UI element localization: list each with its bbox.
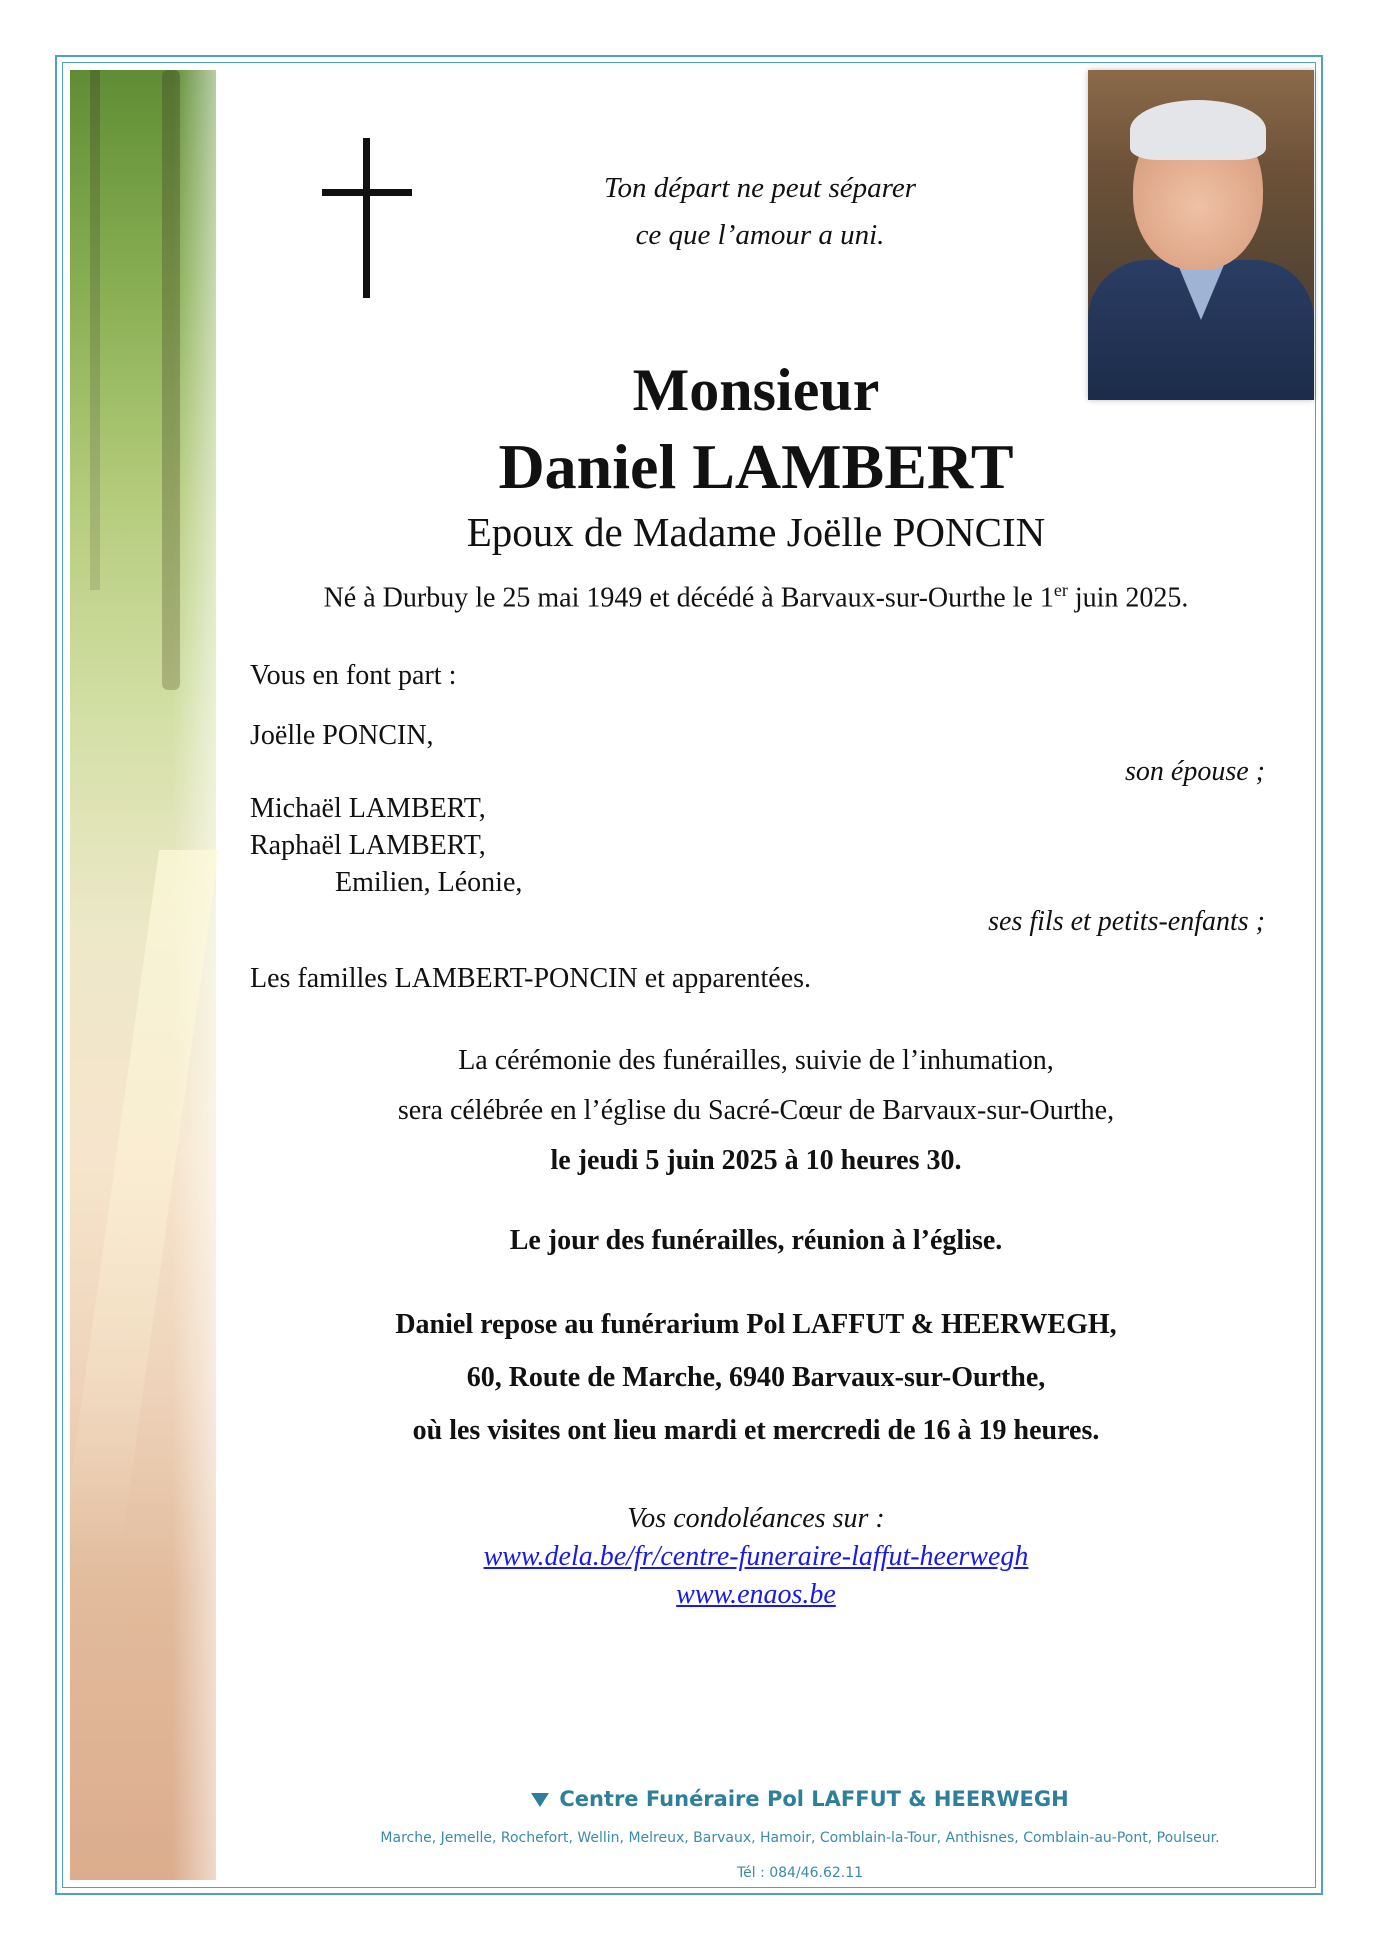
tree-trunk bbox=[90, 70, 100, 590]
light-ray bbox=[61, 850, 219, 1550]
ceremony-date: le jeudi 5 juin 2025 à 10 heures 30. bbox=[550, 1145, 962, 1176]
verse bbox=[520, 165, 1000, 259]
triangle-down-icon bbox=[531, 1793, 549, 1807]
cross-icon bbox=[322, 138, 412, 298]
funerarium-line: où les visites ont lieu mardi et mercredi de 16 à 19 heures. bbox=[412, 1415, 1100, 1446]
condolences-link-enaos[interactable]: www.enaos.be bbox=[676, 1579, 836, 1610]
ceremony-block bbox=[300, 1036, 1212, 1186]
ceremony-line: La cérémonie des funérailles, suivie de l’inhumation, bbox=[458, 1045, 1054, 1076]
funerarium-line: 60, Route de Marche, 6940 Barvaux-sur-Ourthe, bbox=[466, 1362, 1046, 1393]
company-name: Centre Funéraire Pol LAFFUT & HEERWEGH bbox=[559, 1787, 1069, 1811]
condolences-block bbox=[300, 1500, 1212, 1614]
birth-text-end: juin 2025. bbox=[1067, 582, 1189, 614]
son-name: Michaël LAMBERT, bbox=[250, 793, 486, 824]
tree-trunk bbox=[162, 70, 180, 690]
verse-line: ce que l’amour a uni. bbox=[635, 219, 885, 251]
children-role: ses fils et petits-enfants ; bbox=[988, 906, 1265, 937]
wife-role: son épouse ; bbox=[1125, 756, 1265, 787]
condolences-link-dela[interactable]: www.dela.be/fr/centre-funeraire-laffut-heerwegh bbox=[483, 1541, 1029, 1572]
ceremony-line: sera célébrée en l’église du Sacré-Cœur de Barvaux-sur-Ourthe, bbox=[397, 1095, 1115, 1126]
footer-company bbox=[300, 1787, 1300, 1811]
salutation: Monsieur bbox=[632, 357, 880, 423]
son-name: Raphaël LAMBERT, bbox=[250, 830, 486, 861]
birth-text: Né à Durbuy le 25 mai 1949 et décédé à Barvaux-sur-Ourthe le 1 bbox=[323, 582, 1054, 614]
families-line: Les familles LAMBERT-PONCIN et apparentées. bbox=[250, 963, 812, 994]
footer-phone: Tél : 084/46.62.11 bbox=[736, 1865, 864, 1881]
funerarium-line: Daniel repose au funérarium Pol LAFFUT & HEERWEGH, bbox=[395, 1309, 1117, 1340]
condolences-label: Vos condoléances sur : bbox=[627, 1503, 885, 1534]
superscript: er bbox=[1053, 580, 1068, 600]
deceased-name: Daniel LAMBERT bbox=[498, 431, 1014, 502]
portrait-photo bbox=[1088, 70, 1314, 400]
wife-name: Joëlle PONCIN, bbox=[250, 720, 434, 751]
spouse-line: Epoux de Madame Joëlle PONCIN bbox=[466, 509, 1046, 555]
footer-locations: Marche, Jemelle, Rochefort, Wellin, Melreux, Barvaux, Hamoir, Comblain-la-Tour, Anthisnes, Comblain-au-Pont, Poulseur. bbox=[380, 1830, 1220, 1846]
family-intro: Vous en font part : bbox=[250, 660, 457, 691]
meeting-line: Le jour des funérailles, réunion à l’église. bbox=[509, 1225, 1003, 1256]
forest-path-image bbox=[70, 70, 216, 1880]
verse-line: Ton départ ne peut séparer bbox=[603, 172, 916, 204]
funerarium-block bbox=[280, 1298, 1232, 1457]
grandchildren-names: Emilien, Léonie, bbox=[335, 867, 523, 898]
birth-death-line bbox=[230, 580, 1282, 614]
